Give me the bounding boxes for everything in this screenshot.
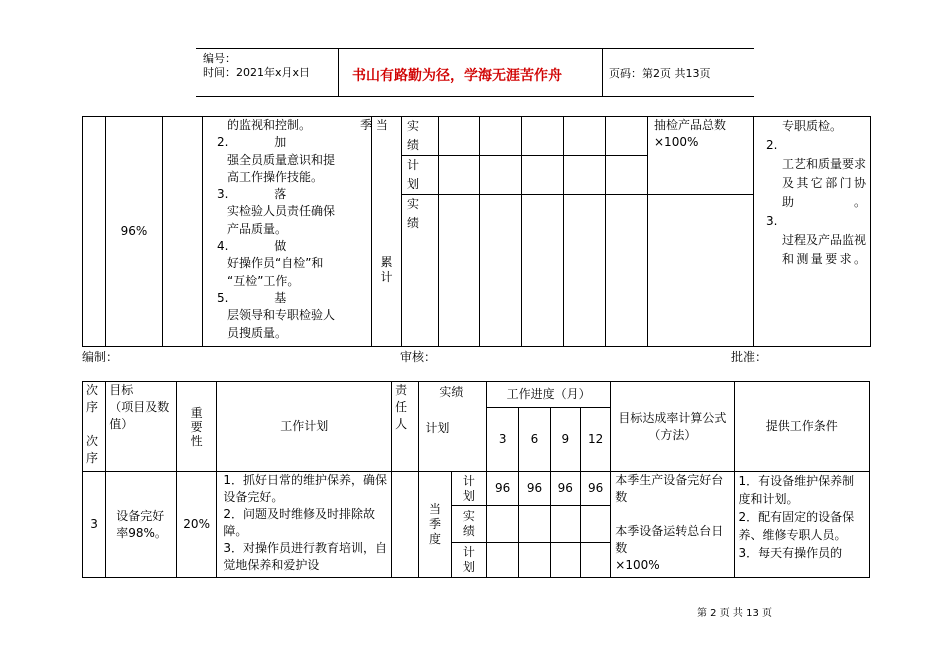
month-header: 12 xyxy=(580,408,610,472)
progress-cell xyxy=(564,117,606,156)
header-weight: 重要性 xyxy=(176,382,216,472)
row-plan-label: 计划 xyxy=(451,543,486,578)
plan-line: 层领导和专职检验人 xyxy=(227,308,336,323)
page-indicator: 页码：第2页 共13页 xyxy=(609,67,711,80)
progress-cell xyxy=(522,117,564,156)
season-cell-cont xyxy=(372,156,402,195)
progress-cell xyxy=(439,195,480,347)
actual-value xyxy=(487,506,519,543)
plan-value-empty xyxy=(519,543,550,578)
condition-line: 过程及产品监视和测量要求。 xyxy=(782,233,867,266)
progress-cell xyxy=(522,156,564,195)
row-formula: 本季生产设备完好台数 本季设备运转总台日数 ×100% xyxy=(611,472,734,578)
progress-cell xyxy=(606,195,648,347)
header-bottom-rule xyxy=(196,96,754,97)
plan-value: 96 xyxy=(519,472,550,506)
row-target: 设备完好率98%。 xyxy=(106,472,177,578)
doc-time-label: 时间：2021年x月x日 xyxy=(203,66,311,79)
progress-cell xyxy=(480,117,522,156)
actual-label: 实绩 xyxy=(402,195,439,347)
progress-cell xyxy=(480,195,522,347)
goal-table-continued xyxy=(82,116,871,347)
header-slogan: 书山有路勤为径，学海无涯苦作舟 xyxy=(352,68,562,84)
actual-value xyxy=(519,506,550,543)
row-season: 当季度 xyxy=(419,472,451,578)
page-footer: 第 2 页 共 13 页 xyxy=(697,608,772,619)
approver-label: 批准： xyxy=(731,350,768,364)
actual-value xyxy=(580,506,610,543)
plan-line: 4. 做 xyxy=(217,239,287,254)
plan-line: 的监视和控制。 xyxy=(227,118,312,132)
plan-value: 96 xyxy=(580,472,610,506)
header-target: 目标 （项目及数值） xyxy=(106,382,177,472)
plan-value-empty xyxy=(550,543,580,578)
progress-cell xyxy=(439,117,480,156)
month-header: 6 xyxy=(519,408,550,472)
progress-cell xyxy=(564,156,606,195)
progress-cell xyxy=(439,156,480,195)
seq-cell xyxy=(83,117,106,347)
plan-line: 2. 加 xyxy=(217,135,287,150)
formula-cell: 抽检产品总数 ×100% xyxy=(648,117,754,195)
plan-line: “互检”工作。 xyxy=(227,273,300,288)
condition-line: 2. xyxy=(766,138,778,152)
progress-cell xyxy=(606,156,648,195)
plan-value-empty xyxy=(580,543,610,578)
header-responsible: 责任人 xyxy=(392,382,419,472)
header-formula: 目标达成率计算公式（方法） xyxy=(611,382,734,472)
header-conditions: 提供工作条件 xyxy=(734,382,869,472)
header-divider xyxy=(338,48,339,96)
cumulative-label: 累计 xyxy=(372,195,402,347)
conditions-cell xyxy=(754,117,871,347)
actual-label: 实绩 xyxy=(402,117,439,156)
progress-cell xyxy=(564,195,606,347)
header-actual-plan: 实绩 计划 xyxy=(419,382,487,472)
progress-cell xyxy=(522,195,564,347)
header-top-rule xyxy=(196,48,754,49)
actual-value xyxy=(550,506,580,543)
plan-value: 96 xyxy=(487,472,519,506)
formula-cell-empty xyxy=(648,195,754,347)
plan-value: 96 xyxy=(550,472,580,506)
header-seq: 次序 次序 xyxy=(83,382,106,472)
plan-line: 实检验人员责任确保 xyxy=(227,204,336,219)
plan-label: 计划 xyxy=(402,156,439,195)
progress-cell xyxy=(480,156,522,195)
editor-label: 编制： xyxy=(82,350,119,364)
row-seq: 3 xyxy=(83,472,106,578)
row-actual-label: 实绩 xyxy=(451,506,486,543)
plan-value-empty xyxy=(487,543,519,578)
weight-cell xyxy=(163,117,203,347)
condition-line: 专职质检。 xyxy=(782,119,843,133)
row-weight: 20% xyxy=(176,472,216,578)
plan-line: 员搜质量。 xyxy=(227,325,288,340)
reviewer-label: 审核： xyxy=(400,350,437,364)
target-rate: 96% xyxy=(106,117,163,347)
row-work-plan: 1．抓好日常的维护保养，确保设备完好。 2．问题及时维修及时排除故障。 3．对操作员进行教育培训，自觉地保养和爱护设 xyxy=(217,472,392,578)
plan-line: 高工作操作技能。 xyxy=(227,169,324,184)
condition-line: 3. xyxy=(766,214,778,228)
work-plan-cell xyxy=(203,117,372,347)
row-plan-label: 计划 xyxy=(451,472,486,506)
month-header: 9 xyxy=(550,408,580,472)
goal-table xyxy=(82,381,870,578)
plan-line: 产品质量。 xyxy=(227,221,288,236)
row-responsible xyxy=(392,472,419,578)
plan-line: 3. 落 xyxy=(217,187,287,202)
month-header: 3 xyxy=(487,408,519,472)
condition-line: 工艺和质量要求及其它部门协助。 xyxy=(782,157,867,209)
row-conditions: 1．有设备维护保养制度和计划。 2．配有固定的设备保养、维修专职人员。 3．每天有操作员的 xyxy=(734,472,869,578)
header-work-plan: 工作计划 xyxy=(217,382,392,472)
progress-cell xyxy=(606,117,648,156)
header-progress: 工作进度（月） xyxy=(487,382,611,408)
header-divider xyxy=(602,48,603,96)
plan-line: 强全员质量意识和提 xyxy=(227,152,336,167)
plan-line: 5. 基 xyxy=(217,290,287,305)
doc-number-label: 编号： xyxy=(203,52,236,65)
plan-line: 好操作员“自检”和 xyxy=(227,256,324,271)
season-cell: 季 当 xyxy=(372,117,402,156)
